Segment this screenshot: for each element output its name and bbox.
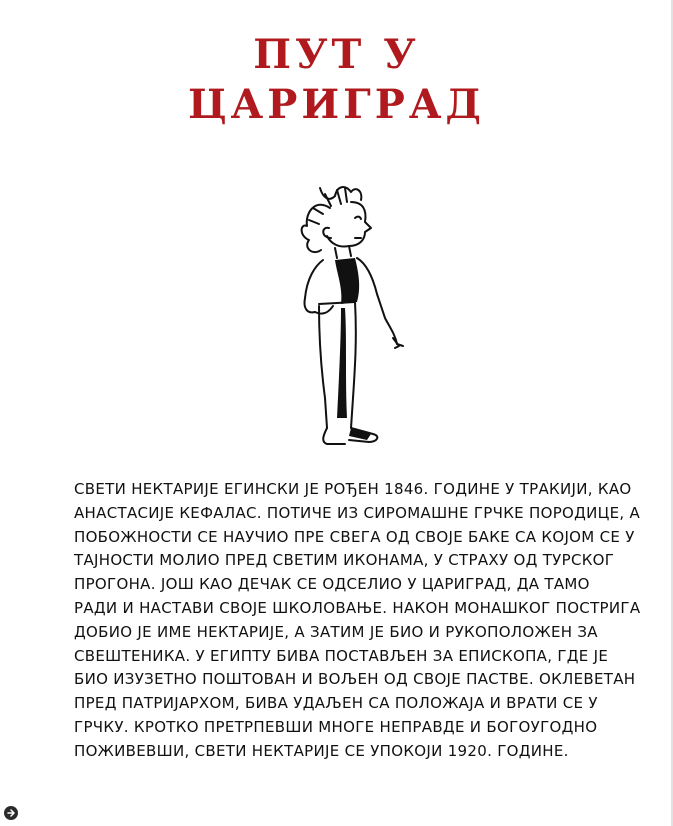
arrow-right-circle-icon[interactable]	[4, 806, 18, 820]
story-line: ТАЈНОСТИ МОЛИО ПРЕД СВЕТИМ ИКОНАМА, У СТРАХУ ОД ТУРСКОГ	[74, 551, 615, 570]
story-line: ПОБОЖНОСТИ СЕ НАУЧИО ПРЕ СВЕГА ОД СВОЈЕ БАКЕ СА КОЈОМ СЕ У	[74, 527, 635, 546]
boy-illustration	[285, 178, 415, 458]
page-title	[0, 30, 673, 130]
story-line: АНАСТАСИЈЕ КЕФАЛАС. ПОТИЧЕ ИЗ СИРОМАШНЕ ГРЧКЕ ПОРОДИЦЕ, А	[74, 503, 641, 522]
story-line: СВЕТИ НЕКТАРИЈЕ ЕГИНСКИ ЈЕ РОЂЕН 1846. ГОДИНЕ У ТРАКИЈИ, КАО	[74, 480, 632, 498]
story-line: ПРЕД ПАТРИЈАРХОМ, БИВА УДАЉЕН СА ПОЛОЖАЈА И ВРАТИ СЕ У	[74, 694, 598, 713]
story-line: ПРОГОНА. ЈОШ КАО ДЕЧАК СЕ ОДСЕЛИО У ЦАРИГРАД, ДА ТАМО	[74, 575, 590, 594]
story-line: СВЕШТЕНИКА. У ЕГИПТУ БИВА ПОСТАВЉЕН ЗА ЕПИСКОПА, ГДЕ ЈЕ	[74, 646, 609, 665]
story-line: ГРЧКУ. КРОТКО ПРЕТРПЕВШИ МНОГЕ НЕПРАВДЕ И БОГОУГОДНО	[74, 717, 598, 736]
title-line-1: ПУТ У	[253, 31, 420, 78]
story-line: ДОБИО ЈЕ ИМЕ НЕКТАРИЈЕ, А ЗАТИМ ЈЕ БИО И РУКОПОЛОЖЕН ЗА	[74, 622, 598, 641]
story-line: БИО ИЗУЗЕТНО ПОШТОВАН И ВОЉЕН ОД СВОЈЕ ПАСТВЕ. ОКЛЕВЕТАН	[74, 670, 636, 689]
story-text	[74, 478, 641, 764]
story-line: ПОЖИВЕВШИ, СВЕТИ НЕКТАРИЈЕ СЕ УПОКОЈИ 1920. ГОДИНЕ.	[74, 741, 569, 760]
title-line-2: ЦАРИГРАД	[188, 81, 485, 128]
story-line: РАДИ И НАСТАВИ СВОЈЕ ШКОЛОВАЊЕ. НАКОН МОНАШКОГ ПОСТРИГА	[74, 598, 641, 617]
